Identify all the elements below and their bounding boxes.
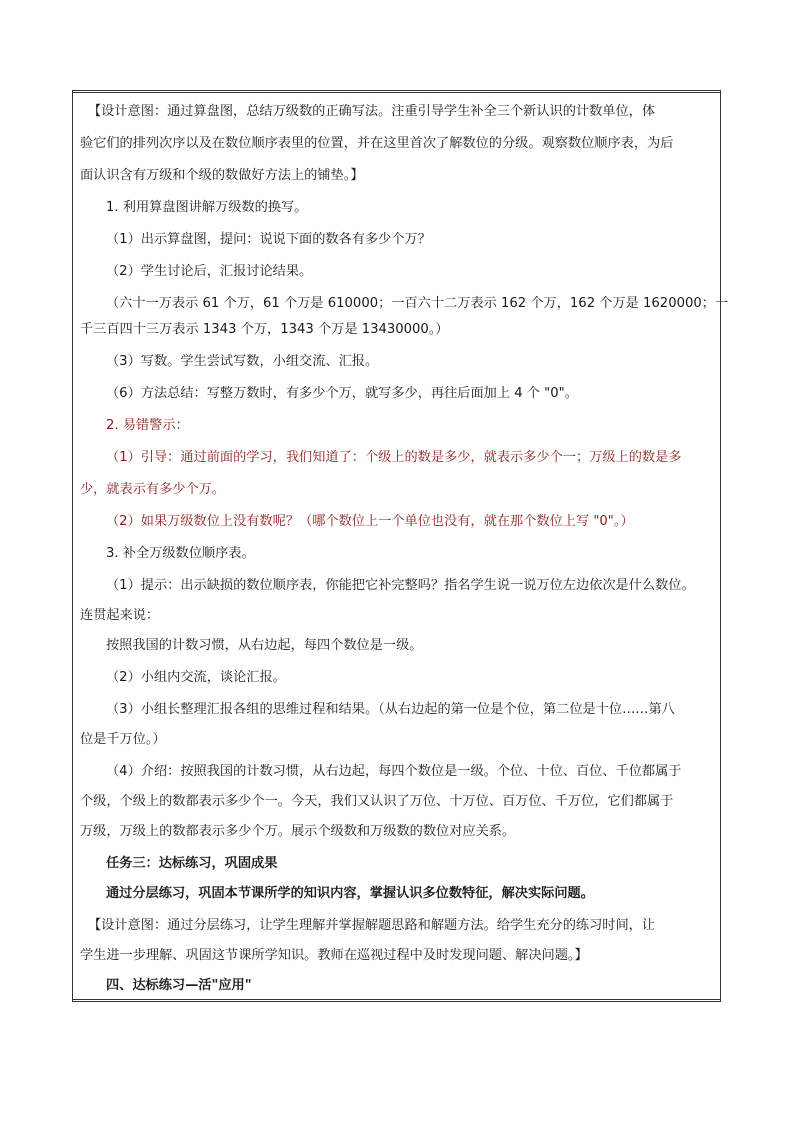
text-line: 【设计意图：通过分层练习，让学生理解并掌握解题思路和解题方法。给学生充分的练习时间，让 bbox=[88, 918, 656, 933]
text-line: 四、达标练习—活"应用" bbox=[106, 978, 252, 993]
text-line: 2. 易错警示： bbox=[106, 418, 189, 433]
text-line: 3. 补全万级数位顺序表。 bbox=[106, 546, 255, 561]
text-line: （1）出示算盘图，提问：说说下面的数各有多少个万？ bbox=[106, 232, 431, 247]
text-line: 任务三：达标练习，巩固成果 bbox=[106, 856, 278, 871]
text-line: 位是千万位。） bbox=[80, 732, 166, 747]
text-line: （1）提示：出示缺损的数位顺序表，你能把它补完整吗？指名学生说一说万位左边依次是什么数位。 bbox=[106, 578, 695, 593]
text-line: （4）介绍：按照我国的计数习惯，从右边起，每四个数位是一级。个位、十位、百位、千位都属于 bbox=[106, 764, 682, 779]
text-line: 个级，个级上的数都表示多少个一。今天，我们又认识了万位、十万位、百万位、千万位，它们都属于 bbox=[80, 794, 674, 809]
text-line: （6）方法总结：写整万数时，有多少个万，就写多少，再往后面加上 4 个 "0"。 bbox=[106, 386, 578, 401]
text-line: （2）如果万级数位上没有数呢？（哪个数位上一个单位也没有，就在那个数位上写 "0"。） bbox=[106, 514, 634, 529]
text-line: （2）小组内交流，谈论汇报。 bbox=[106, 670, 286, 685]
text-line: 学生进一步理解、巩固这节课所学知识。教师在巡视过程中及时发现问题、解决问题。】 bbox=[80, 948, 588, 963]
text-line: （六十一万表示 61 个万，61 个万是 610000；一百六十二万表示 162 个万，162 个万是 1620000；一 bbox=[106, 296, 729, 311]
text-line: 少，就表示有多少个万。 bbox=[80, 482, 226, 497]
text-line: （3）写数。学生尝试写数，小组交流、汇报。 bbox=[106, 354, 379, 369]
text-line: 按照我国的计数习惯，从右边起，每四个数位是一级。 bbox=[106, 638, 423, 653]
text-line: 1. 利用算盘图讲解万级数的换写。 bbox=[106, 200, 308, 215]
text-line: 通过分层练习，巩固本节课所学的知识内容，掌握认识多位数特征，解决实际问题。 bbox=[106, 886, 594, 901]
text-line: （2）学生讨论后，汇报讨论结果。 bbox=[106, 264, 313, 279]
text-line: 万级，万级上的数都表示多少个万。展示个级数和万级数的数位对应关系。 bbox=[80, 824, 516, 839]
text-line: 千三百四十三万表示 1343 个万，1343 个万是 13430000。） bbox=[80, 322, 449, 337]
text-line: 验它们的排列次序以及在数位顺序表里的位置，并在这里首次了解数位的分级。观察数位顺序表，为后 bbox=[80, 136, 674, 151]
text-line: 连贯起来说： bbox=[80, 608, 160, 623]
text-line: 面认识含有万级和个级的数做好方法上的铺垫。】 bbox=[80, 168, 364, 183]
text-line: （1）引导：通过前面的学习，我们知道了：个级上的数是多少，就表示多少个一；万级上的数是多 bbox=[106, 450, 682, 465]
text-line: （3）小组长整理汇报各组的思维过程和结果。（从右边起的第一位是个位，第二位是十位……第八 bbox=[106, 702, 675, 717]
text-line: 【设计意图：通过算盘图，总结万级数的正确写法。注重引导学生补全三个新认识的计数单位，体 bbox=[88, 104, 656, 119]
